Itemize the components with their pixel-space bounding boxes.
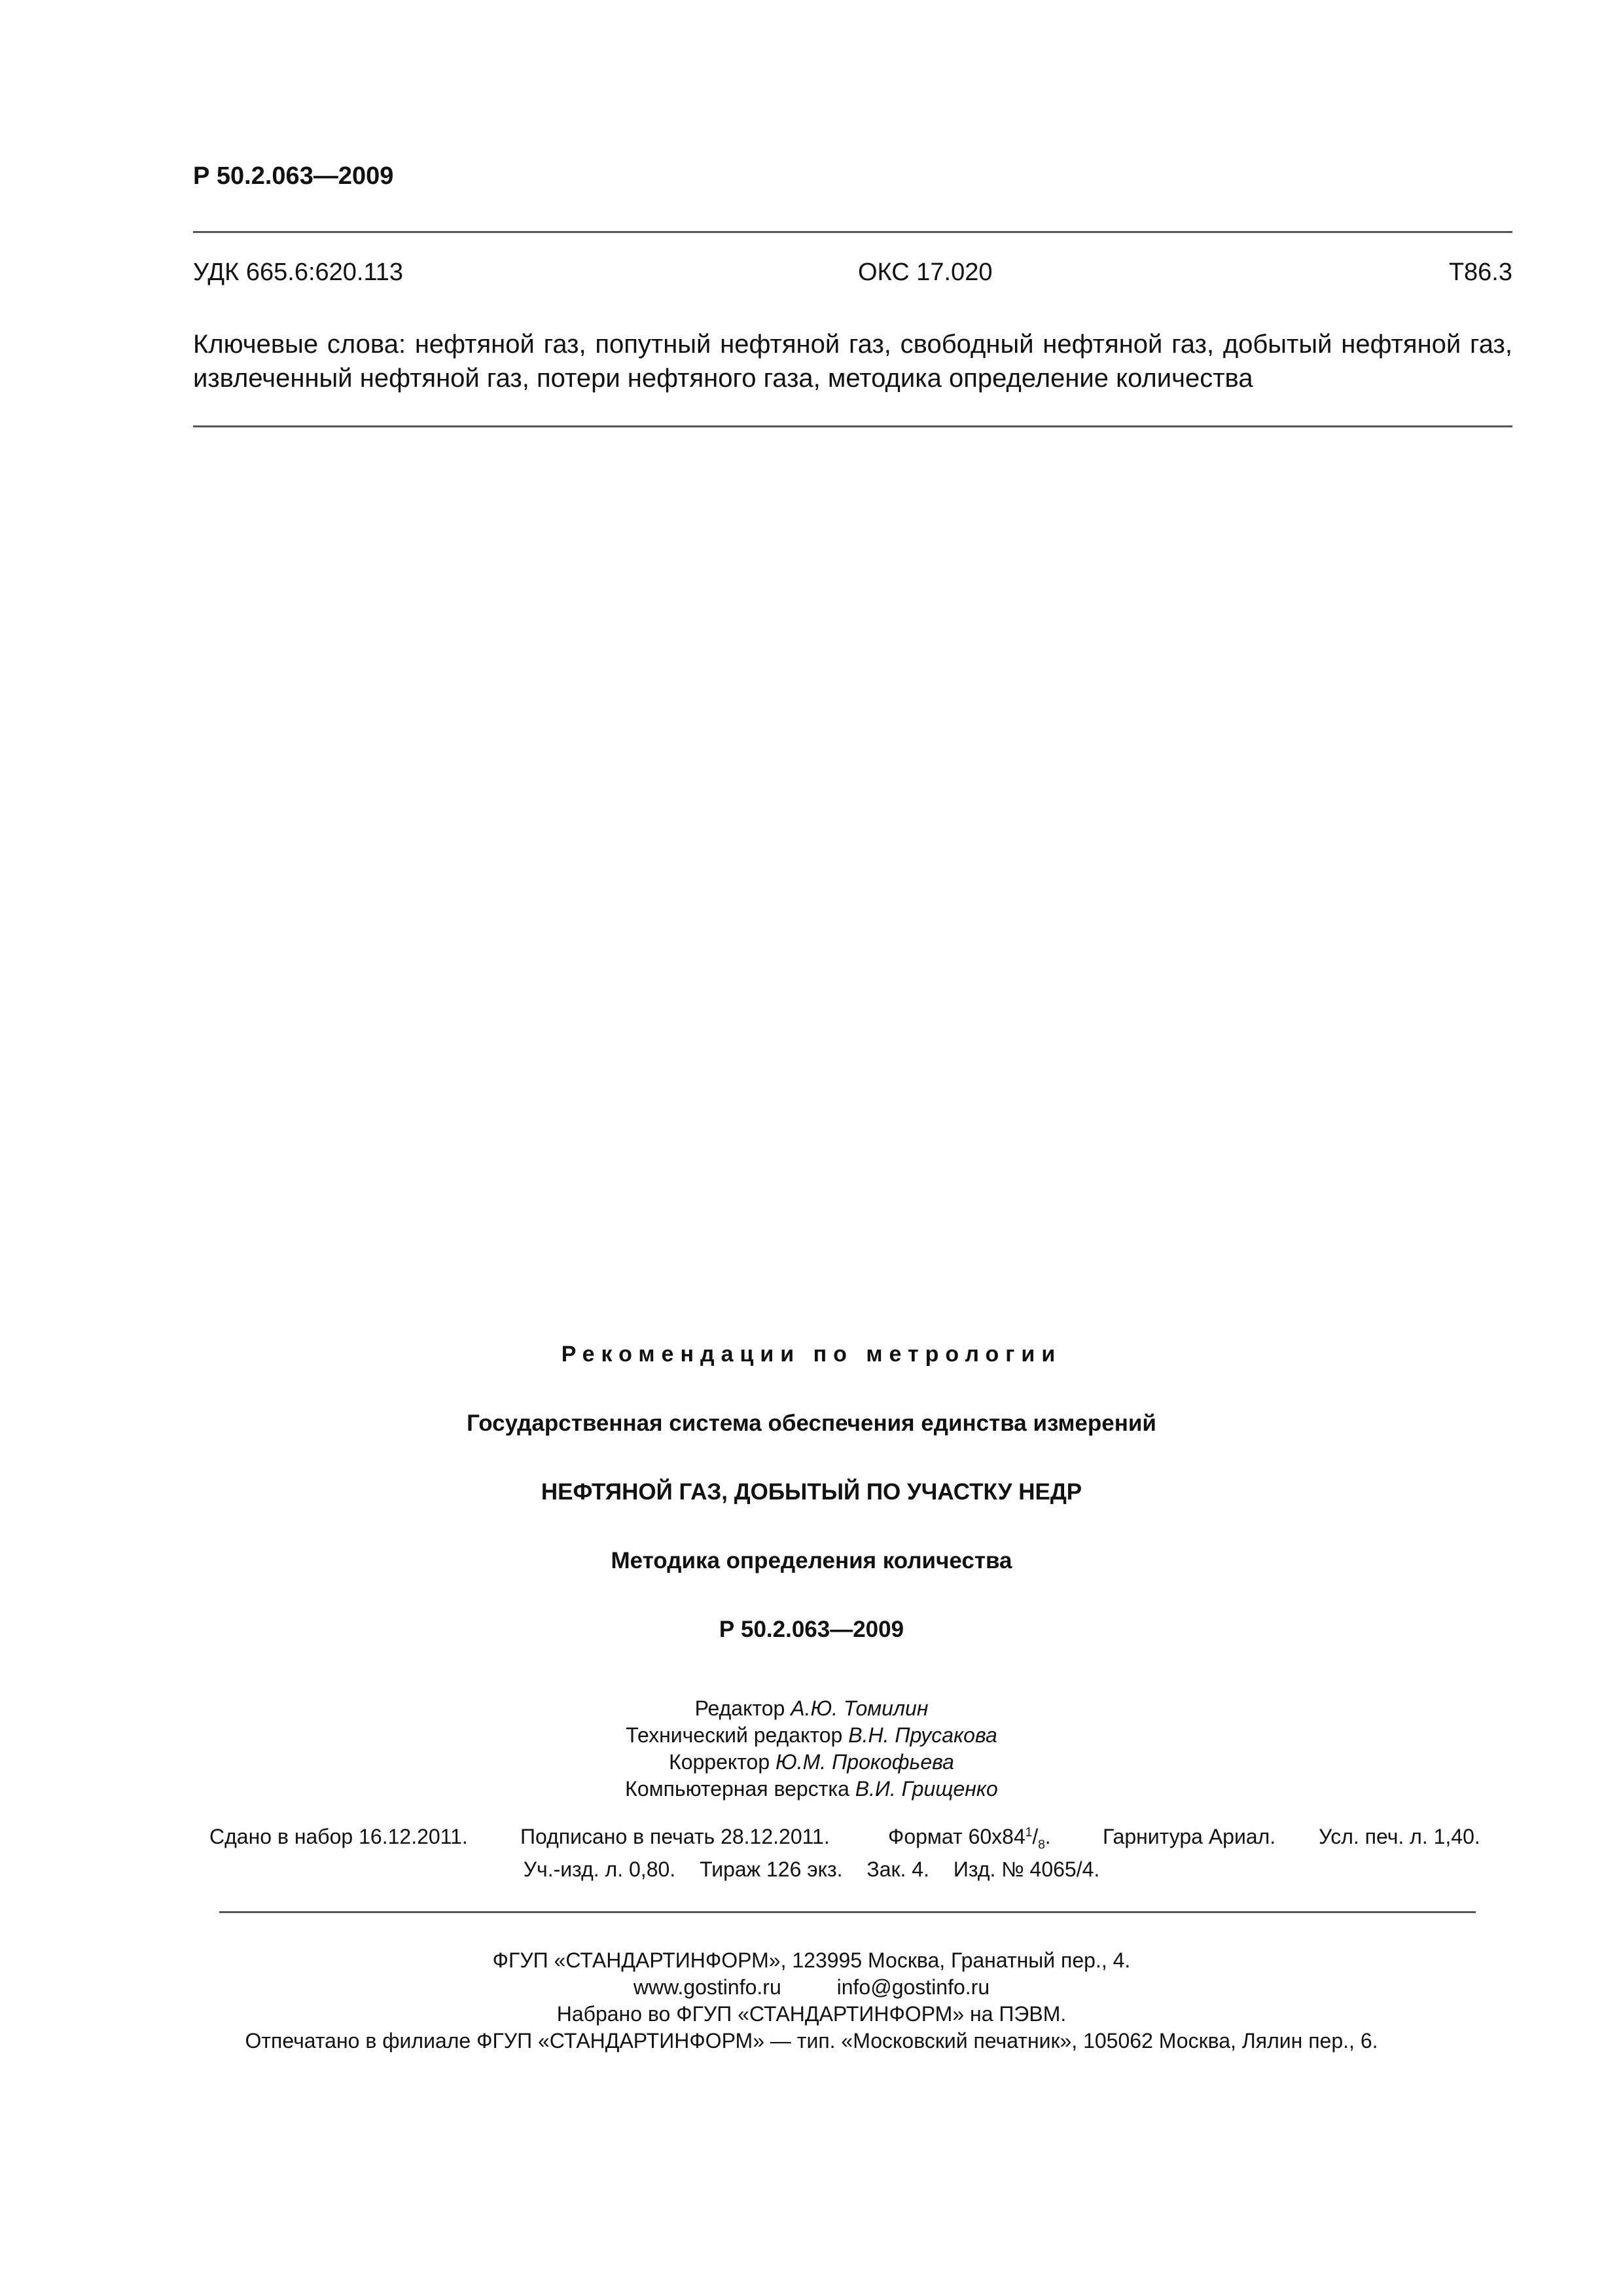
submitted-date: Сдано в набор 16.12.2011. [209,1825,468,1848]
credits-block [0,1695,1623,1803]
typeset-note: Набрано во ФГУП «СТАНДАРТИНФОРМ» на ПЭВМ. [556,2002,1067,2026]
signed-date: Подписано в печать 28.12.2011. [520,1825,830,1848]
publisher-website[interactable]: www.gostinfo.ru [633,1975,781,1999]
top-divider [193,231,1512,233]
printed-note: Отпечатано в филиале ФГУП «СТАНДАРТИНФОРМ» — тип. «Московский печатник», 105062 Москва, Лялин пер., 6. [245,2029,1378,2053]
document-code-imprint: Р 50.2.063—2009 [719,1617,904,1642]
print-info-row-2 [0,1857,1623,1882]
credit-layout: Компьютерная верстка В.И. Грищенко [625,1777,998,1801]
credit-editor: Редактор А.Ю. Томилин [694,1696,929,1720]
publisher-address: ФГУП «СТАНДАРТИНФОРМ», 123995 Москва, Гранатный пер., 4. [492,1948,1131,1972]
credit-tech-editor: Технический редактор В.Н. Прусакова [626,1723,997,1747]
publisher-contacts [0,1974,1623,2001]
publisher-block [0,1947,1623,2054]
publisher-email[interactable]: info@gostinfo.ru [836,1975,990,1999]
document-code-header: Р 50.2.063—2009 [193,162,394,190]
credit-proofreader: Корректор Ю.М. Прокофьева [669,1750,954,1774]
paper-format: Формат $60х84^1/_8$. [888,1825,1051,1852]
keywords-divider [193,425,1512,427]
oks-code: ОКС 17.020 [858,259,993,286]
document-title: НЕФТЯНОЙ ГАЗ, ДОБЫТЫЙ ПО УЧАСТКУ НЕДР [541,1479,1082,1505]
print-run: Тираж 126 экз. [700,1857,843,1881]
typeface: Гарнитура Ариал. [1103,1825,1276,1848]
system-title: Государственная система обеспечения единства измерений [467,1410,1156,1436]
pub-sheets: Уч.-изд. л. 0,80. [523,1857,676,1881]
order-number: Зак. 4. [866,1857,929,1881]
edition-number: Изд. № 4065/4. [953,1857,1100,1881]
series-label: Рекомендации по метрологии [561,1342,1062,1367]
publisher-divider [219,1911,1476,1913]
document-subtitle: Методика определения количества [611,1548,1012,1573]
group-code: Т86.3 [1448,259,1512,286]
keywords-paragraph: Ключевые слова: нефтяной газ, попутный нефтяной газ, свободный нефтяной газ, добытый нефтяной газ, извлеченный нефтяной газ, потери нефтяного газа, методика определение количества [193,330,1512,393]
print-sheets: Усл. печ. л. 1,40. [1319,1825,1480,1848]
udc-code: УДК 665.6:620.113 [193,259,404,286]
